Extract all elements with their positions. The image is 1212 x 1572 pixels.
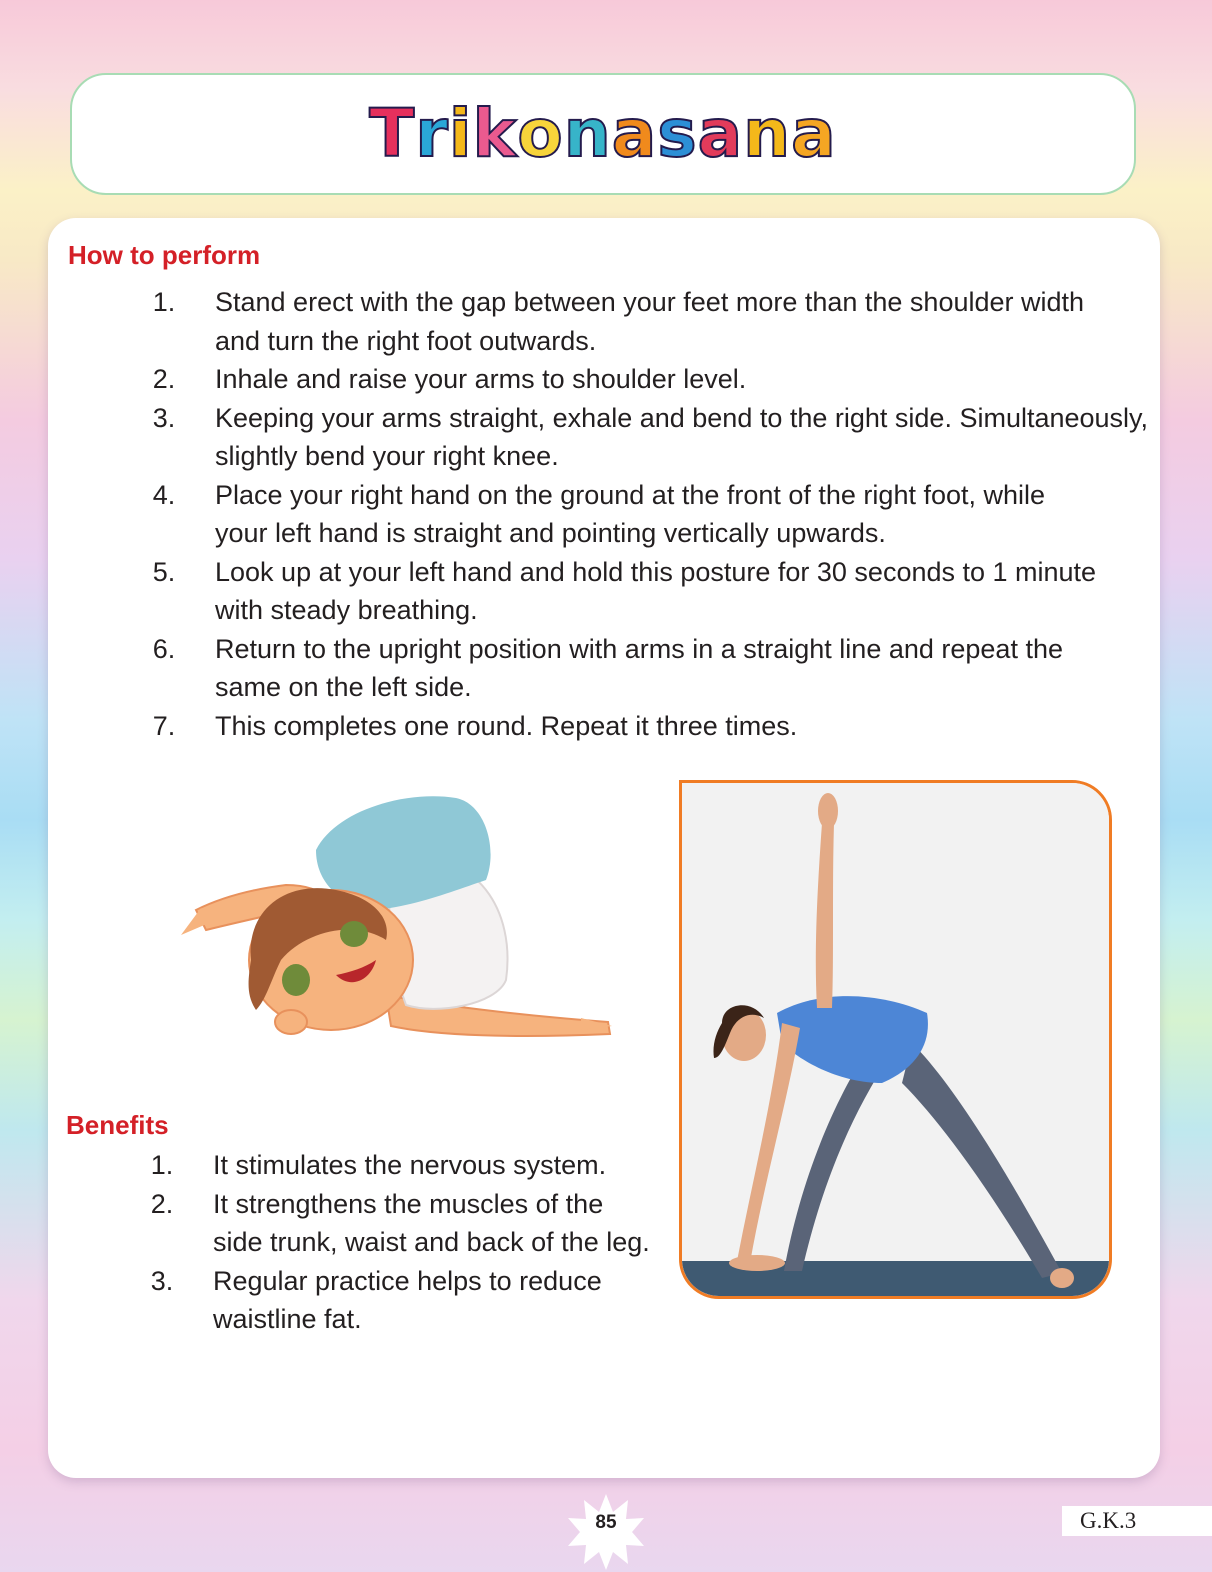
step-text-line: This completes one round. Repeat it three times. [215, 710, 798, 741]
step-text-line: with steady breathing. [215, 595, 478, 625]
benefit-text-line: Regular practice helps to reduce [213, 1265, 602, 1296]
benefit-text-line: waistline fat. [213, 1304, 362, 1334]
step-text-line: Return to the upright position with arms in a straight line and repeat the [215, 633, 1063, 664]
step-text-line: same on the left side. [215, 672, 472, 702]
benefit-number: 2. [150, 1188, 174, 1219]
step-text-line: Place your right hand on the ground at the front of the right foot, while [215, 479, 1046, 510]
step-item [75, 283, 1155, 360]
benefit-text-line: It stimulates the nervous system. [213, 1150, 607, 1180]
benefit-number: 1. [150, 1150, 174, 1180]
step-number: 4. [152, 479, 176, 510]
steps-list [75, 283, 1155, 745]
book-code: G.K.3 [1062, 1506, 1212, 1536]
step-number: 6. [152, 633, 176, 664]
step-item [75, 553, 1155, 630]
step-text-line: slightly bend your right knee. [215, 441, 559, 471]
benefit-item [70, 1146, 690, 1185]
step-number: 5. [152, 556, 176, 587]
step-item [75, 399, 1155, 476]
step-text-line: Keeping your arms straight, exhale and bend to the right side. Simultaneously, [215, 402, 1149, 433]
benefit-item [70, 1262, 690, 1339]
step-item [75, 707, 1155, 746]
benefit-item [70, 1185, 690, 1262]
step-text-line: and turn the right foot outwards. [215, 325, 597, 356]
woman-triangle-pose-photo [682, 783, 1109, 1296]
trikonasana-photo-frame [679, 780, 1112, 1299]
step-number: 2. [152, 364, 176, 394]
benefit-text-line: It strengthens the muscles of the [213, 1188, 604, 1219]
title-banner [70, 73, 1136, 195]
step-text-line: Stand erect with the gap between your feet more than the shoulder width [215, 287, 1085, 317]
step-item [75, 476, 1155, 553]
step-text-line: Inhale and raise your arms to shoulder level. [215, 364, 747, 394]
step-number: 7. [152, 710, 176, 741]
how-to-perform-heading: How to perform [68, 240, 261, 270]
page-number: 85 [595, 1512, 617, 1533]
step-number: 3. [152, 402, 176, 433]
benefit-number: 3. [150, 1265, 174, 1296]
step-text-line: Look up at your left hand and hold this posture for 30 seconds to 1 minute [215, 556, 1097, 587]
page-title: Trikonasana [369, 95, 837, 172]
step-item [75, 360, 1155, 399]
step-text-line: your left hand is straight and pointing vertically upwards. [215, 518, 886, 548]
benefit-text-line: side trunk, waist and back of the leg. [213, 1227, 650, 1257]
child-pose-cartoon-illustration [176, 790, 616, 1050]
step-item [75, 630, 1155, 707]
benefits-heading: Benefits [66, 1110, 169, 1140]
benefits-list [70, 1146, 690, 1339]
step-number: 1. [152, 287, 176, 317]
